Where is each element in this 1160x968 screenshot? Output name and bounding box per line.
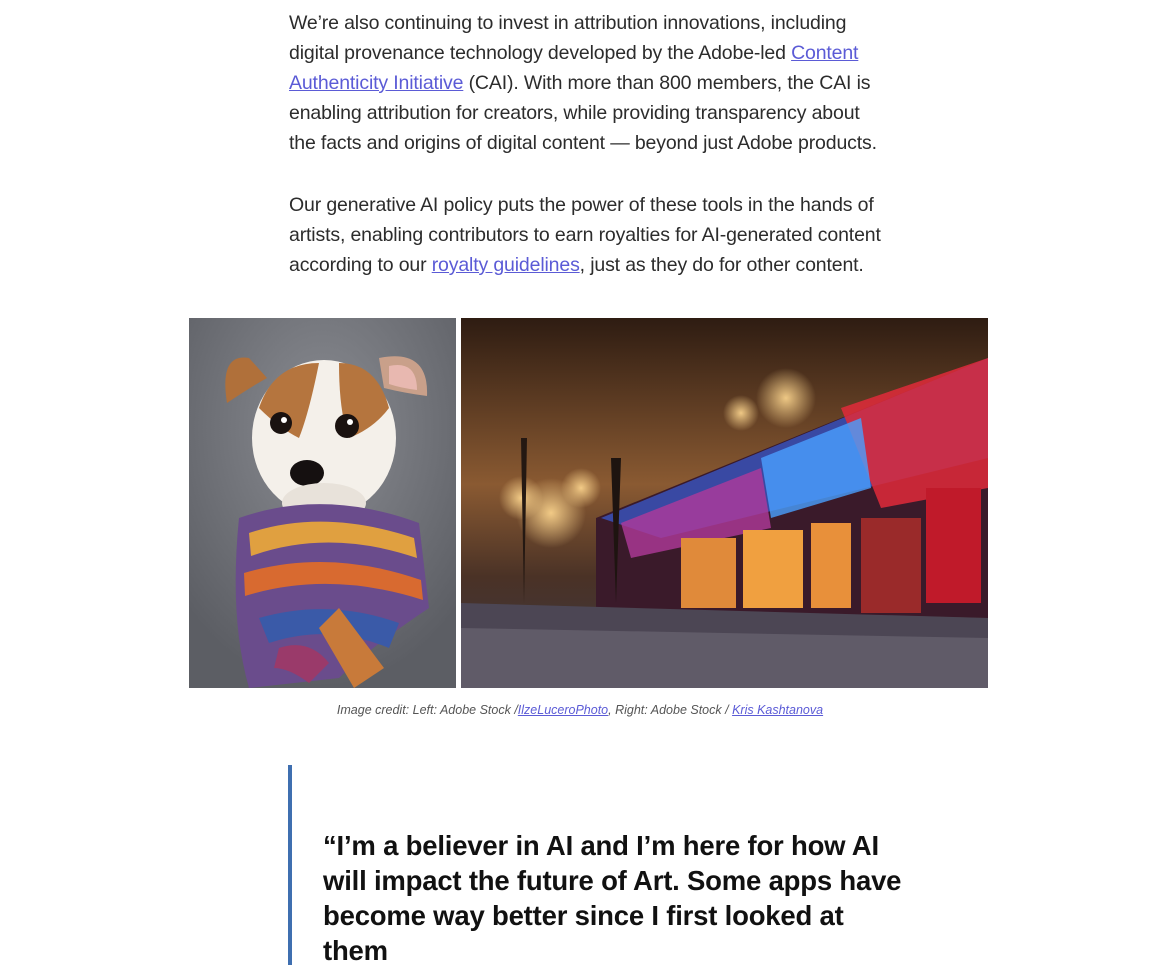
image-figure [189,318,988,688]
content-authenticity-initiative-link[interactable]: Content Authenticity Initiative [289,42,859,94]
paragraph-attribution [289,8,889,158]
pull-quote: “I’m a believer in AI and I’m here for how AI will impact the future of Art. Some apps have become way better since I first looked at them [323,830,902,966]
winter-shop-lights-image [461,318,988,688]
ilzelucerophoto-link[interactable]: IlzeLuceroPhoto [517,703,609,717]
paragraph-text: Our generative AI policy puts the power of these tools in the hands of artists, enabling contributors to earn royalties for AI-generated content according to our [289,194,881,276]
quote-border [288,765,292,965]
paragraph-text: We’re also continuing to invest in attribution innovations, including digital provenance technology developed by the Adobe-led [289,12,847,64]
kris-kashtanova-link[interactable]: Kris Kashtanova [732,703,824,717]
royalty-guidelines-link[interactable]: royalty guidelines [431,254,580,276]
paragraph-policy [289,190,889,280]
caption-text: , Right: Adobe Stock / [608,703,733,717]
caption-text: Image credit: Left: Adobe Stock / [336,703,518,717]
dog-with-scarf-image [189,318,456,688]
image-credit-caption [0,703,1160,717]
paragraph-text: (CAI). With more than 800 members, the CAI is enabling attribution for creators, while providing transparency about the facts and origins of digital content — beyond just Adobe products. [289,72,877,154]
paragraph-text: , just as they do for other content. [579,254,864,276]
